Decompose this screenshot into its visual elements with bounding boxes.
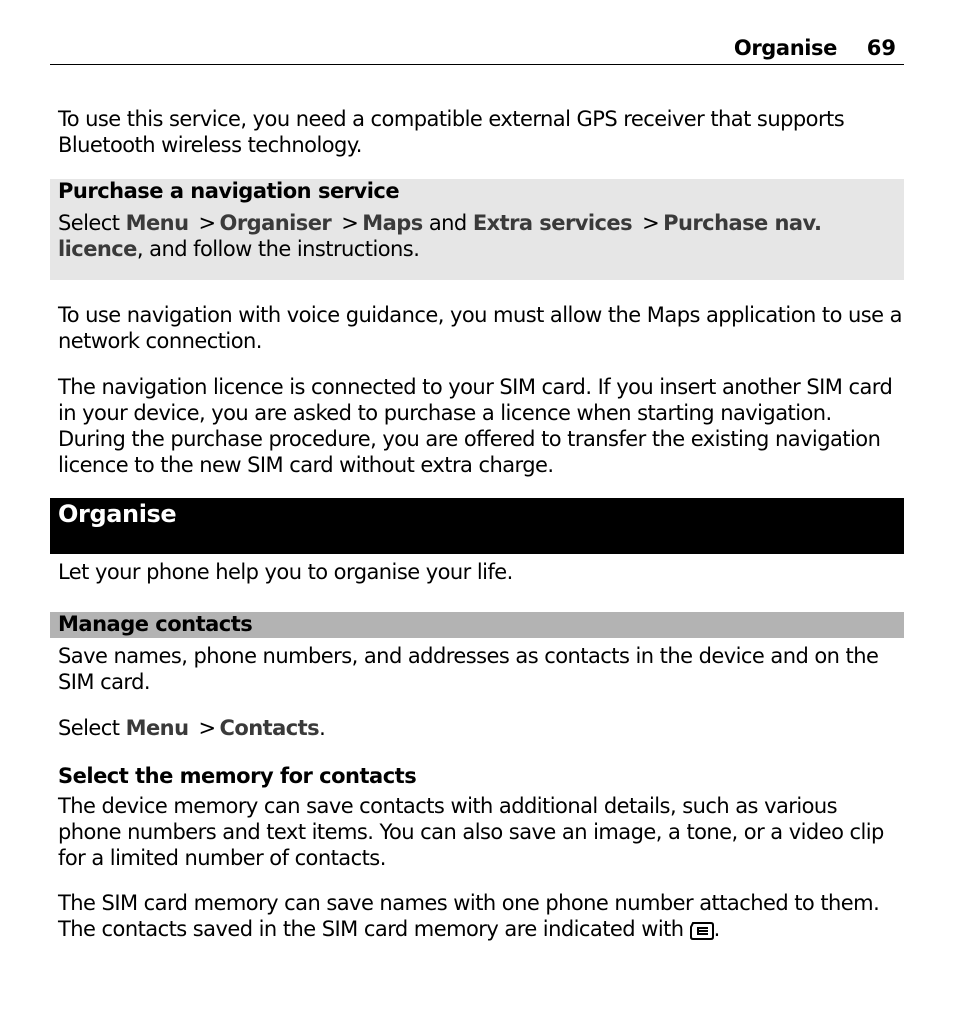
running-header xyxy=(50,34,904,65)
purchase-box-title: Purchase a navigation service xyxy=(58,179,400,203)
sim-memory-text: The SIM card memory can save names with one phone number attached to them. The contacts saved in the SIM card memory are indicated with xyxy=(58,891,880,941)
select-word: Select xyxy=(58,211,120,235)
chapter-heading: Organise xyxy=(58,500,177,528)
organise-intro: Let your phone help you to organise your life. xyxy=(58,560,513,584)
menu-path-organiser: Organiser xyxy=(219,211,332,235)
and-word: and xyxy=(428,211,467,235)
licence-paragraph: The navigation licence is connected to your SIM card. If you insert another SIM card in your device, you are asked to purchase a licence when starting navigation. During the purchase procedure, you are offered to transfer the existing navigation licence to the new SIM card without extra charge. xyxy=(58,375,893,477)
path-separator: > xyxy=(341,211,359,235)
purchase-instructions xyxy=(58,210,903,262)
path-separator: > xyxy=(198,716,216,740)
section-heading: Manage contacts xyxy=(58,612,253,636)
manage-contacts-paragraph: Save names, phone numbers, and addresses as contacts in the device and on the SIM card. xyxy=(58,644,879,694)
menu-path-purchase-licence: Purchase nav. licence xyxy=(58,211,822,261)
intro-paragraph: To use this service, you need a compatible external GPS receiver that supports Bluetooth wireless technology. xyxy=(58,107,845,157)
menu-path-maps: Maps xyxy=(362,211,423,235)
device-memory-paragraph: The device memory can save contacts with additional details, such as various phone numbers and text items. You can also save an image, a tone, or a video clip for a limited number of contacts. xyxy=(58,794,884,870)
sim-memory-paragraph xyxy=(58,890,903,942)
purchase-tail: , and follow the instructions. xyxy=(136,237,420,261)
chapter-heading-band xyxy=(50,498,904,554)
contacts-menu-path xyxy=(58,715,903,741)
path-separator: > xyxy=(642,211,660,235)
section-heading-band xyxy=(50,612,904,638)
period: . xyxy=(713,917,720,941)
page-number: 69 xyxy=(866,36,896,60)
select-word: Select xyxy=(58,716,120,740)
header-section-title: Organise xyxy=(733,36,837,60)
subsection-heading: Select the memory for contacts xyxy=(58,764,417,788)
voice-guidance-paragraph: To use navigation with voice guidance, you must allow the Maps application to use a network connection. xyxy=(58,303,902,353)
menu-path-contacts: Contacts xyxy=(219,716,320,740)
sim-card-icon xyxy=(690,922,714,940)
menu-path-extra-services: Extra services xyxy=(472,211,633,235)
menu-path-menu: Menu xyxy=(125,211,189,235)
period: . xyxy=(319,716,326,740)
path-separator: > xyxy=(198,211,216,235)
menu-path-menu: Menu xyxy=(125,716,189,740)
